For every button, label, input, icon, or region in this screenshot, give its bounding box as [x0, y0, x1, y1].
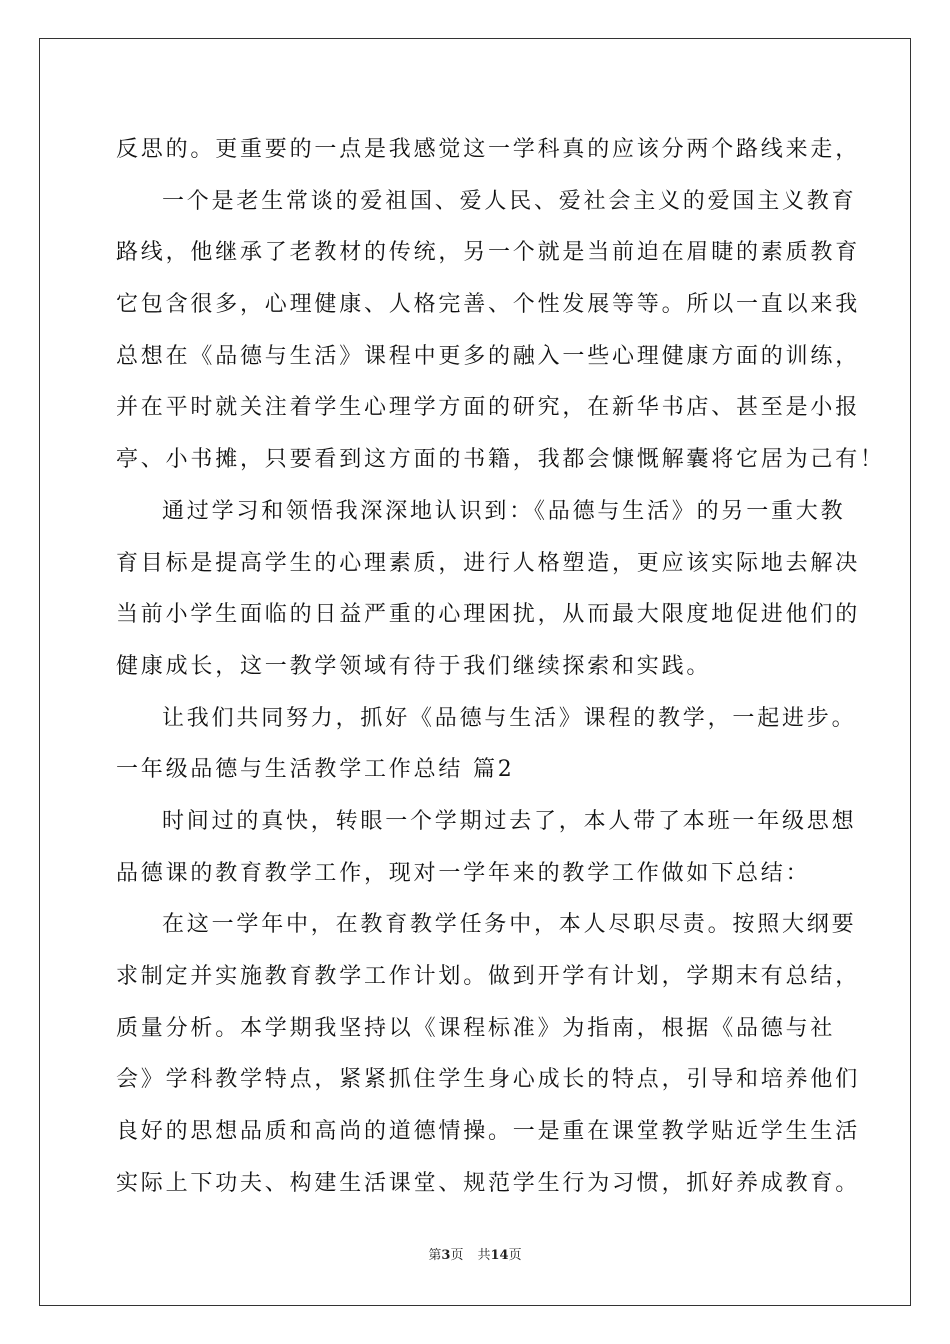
text-line: 路线，他继承了老教材的传统，另一个就是当前迫在眉睫的素质教育 — [116, 240, 861, 266]
total-pages: 14 — [490, 1248, 509, 1263]
document-body — [116, 124, 885, 1209]
text-line: 实际上下功夫、构建生活课堂、规范学生行为习惯，抓好养成教育。 — [116, 1170, 861, 1196]
text-line: 在这一学年中，在教育教学任务中，本人尽职尽责。按照大纲要 — [162, 912, 857, 938]
text-line: 会》学科教学特点，紧紧抓住学生身心成长的特点，引导和培养他们 — [116, 1067, 861, 1093]
page-footer — [0, 1244, 950, 1263]
page-suffix: 页 — [450, 1248, 464, 1263]
text-line: 健康成长，这一教学领域有待于我们继续探索和实践。 — [116, 653, 712, 679]
section-heading: 一年级品德与生活教学工作总结 篇2 — [116, 757, 515, 783]
text-line: 质量分析。本学期我坚持以《课程标准》为指南，根据《品德与社 — [116, 1015, 836, 1041]
page-prefix: 第 — [428, 1248, 442, 1263]
text-line: 反思的。更重要的一点是我感觉这一学科真的应该分两个路线来走， — [116, 137, 861, 162]
text-line: 通过学习和领悟我深深地认识到：《品德与生活》的另一重大教 — [162, 498, 846, 524]
text-line: 育目标是提高学生的心理素质，进行人格塑造，更应该实际地去解决 — [116, 550, 861, 576]
total-suffix: 页 — [508, 1248, 522, 1263]
text-line: 总想在《品德与生活》课程中更多的融入一些心理健康方面的训练， — [116, 343, 861, 369]
text-line: 亭、小书摊，只要看到这方面的书籍，我都会慷慨解囊将它居为己有！ — [116, 447, 885, 473]
text-line: 时间过的真快，转眼一个学期过去了，本人带了本班一年级思想 — [162, 808, 857, 834]
total-prefix: 共 — [477, 1248, 491, 1263]
text-line: 一个是老生常谈的爱祖国、爱人民、爱社会主义的爱国主义教育 — [162, 188, 857, 214]
page-number: 3 — [441, 1248, 451, 1263]
text-line: 品德课的教育教学工作，现对一学年来的教学工作做如下总结： — [116, 860, 811, 886]
text-line: 良好的思想品质和高尚的道德情操。一是重在课堂教学贴近学生生活 — [116, 1119, 861, 1145]
text-line: 当前小学生面临的日益严重的心理困扰，从而最大限度地促进他们的 — [116, 602, 861, 628]
text-line: 求制定并实施教育教学工作计划。做到开学有计划，学期末有总结， — [116, 964, 861, 989]
text-line: 它包含很多，心理健康、人格完善、个性发展等等。所以一直以来我 — [116, 292, 861, 318]
text-line: 让我们共同努力，抓好《品德与生活》课程的教学，一起进步。 — [162, 705, 857, 731]
text-line: 并在平时就关注着学生心理学方面的研究，在新华书店、甚至是小报 — [116, 395, 861, 421]
